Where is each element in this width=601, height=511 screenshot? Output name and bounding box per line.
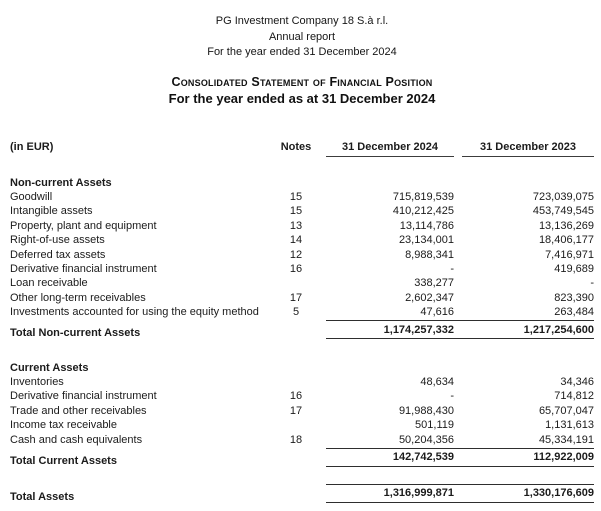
- row-label: Intangible assets: [10, 205, 93, 218]
- value-2024: 48,634: [420, 375, 454, 388]
- total-value-2024: 142,742,539: [392, 451, 454, 464]
- row-label: Property, plant and equipment: [10, 219, 157, 232]
- total-non-current-assets-row: [10, 320, 594, 339]
- value-2023: 723,039,075: [532, 191, 594, 204]
- column-header-2023: 31 December 2023: [462, 141, 594, 157]
- value-2024: 8,988,341: [405, 248, 454, 261]
- report-type: Annual report: [268, 30, 336, 43]
- value-2024: -: [450, 263, 454, 276]
- value-2024: 410,212,425: [392, 205, 454, 218]
- table-row-income-tax-receivable: [10, 418, 594, 432]
- value-2023: -: [590, 277, 594, 290]
- table-row-goodwill: [10, 190, 594, 204]
- table-row-deferred-tax-assets: [10, 247, 594, 261]
- row-note: 5: [292, 306, 300, 319]
- value-2023: 823,390: [554, 291, 594, 304]
- total-value-2023: 112,922,009: [533, 451, 594, 464]
- value-2023: 34,346: [560, 375, 594, 388]
- row-label: Right-of-use assets: [10, 234, 105, 247]
- value-2024: -: [450, 390, 454, 403]
- row-label: Loan receivable: [10, 277, 88, 290]
- value-2024: 91,988,430: [398, 404, 454, 417]
- total-value-2024: 1,316,999,871: [383, 487, 454, 500]
- value-2024: 501,119: [415, 419, 454, 432]
- value-2023: 1,131,613: [545, 419, 594, 432]
- row-label: Cash and cash equivalents: [10, 433, 143, 446]
- value-2023: 453,749,545: [532, 205, 594, 218]
- value-2023: 263,484: [554, 306, 594, 319]
- total-label: Total Current Assets: [10, 454, 117, 467]
- row-note: 12: [289, 248, 303, 261]
- currency-label: (in EUR): [10, 140, 54, 153]
- value-2023: 714,812: [554, 390, 594, 403]
- total-label: Total Non-current Assets: [10, 327, 141, 340]
- row-label: Goodwill: [10, 191, 53, 204]
- row-label: Derivative financial instrument: [10, 390, 157, 403]
- row-label: Inventories: [10, 375, 64, 388]
- value-2024: 715,819,539: [392, 191, 454, 204]
- page-header: [10, 14, 594, 61]
- table-row-derivative-financial-instrument-nc: [10, 262, 594, 276]
- statement-subtitle: For the year ended as at 31 December 2024: [168, 90, 436, 106]
- row-label: Other long-term receivables: [10, 291, 146, 304]
- value-2024: 13,114,786: [399, 219, 454, 232]
- table-row-other-long-term-receivables: [10, 291, 594, 305]
- value-2024: 47,616: [420, 306, 454, 319]
- title-block: [10, 74, 594, 108]
- row-label: Trade and other receivables: [10, 404, 147, 417]
- table-row-property-plant-equipment: [10, 219, 594, 233]
- value-2023: 18,406,177: [538, 234, 594, 247]
- row-note: 14: [289, 234, 303, 247]
- table-row-intangible-assets: [10, 204, 594, 218]
- value-2024: 2,602,347: [405, 291, 454, 304]
- row-label: Derivative financial instrument: [10, 263, 157, 276]
- section-header-non-current-assets: Non-current Assets: [10, 176, 112, 189]
- total-value-2023: 1,330,176,609: [523, 487, 594, 500]
- value-2024: 338,277: [414, 277, 454, 290]
- row-label: Income tax receivable: [10, 419, 117, 432]
- table-row-right-of-use-assets: [10, 233, 594, 247]
- table-header-row: [10, 141, 594, 157]
- section-header-current-assets: Current Assets: [10, 361, 89, 374]
- value-2024: 50,204,356: [398, 433, 454, 446]
- total-value-2024: 1,174,257,332: [383, 323, 454, 336]
- row-note: 15: [289, 205, 303, 218]
- total-assets-row: [10, 484, 594, 503]
- report-period: For the year ended 31 December 2024: [207, 46, 397, 58]
- table-row-loan-receivable: [10, 276, 594, 290]
- table-row-investments-equity-method: [10, 305, 594, 319]
- column-header-notes: Notes: [280, 140, 312, 153]
- table-row-inventories: [10, 375, 594, 389]
- table-row-cash-and-cash-equivalents: [10, 432, 594, 446]
- value-2023: 7,416,971: [545, 248, 594, 261]
- row-note: 17: [289, 404, 303, 417]
- value-2023: 13,136,269: [538, 219, 594, 232]
- total-label: Total Assets: [10, 490, 75, 503]
- value-2023: 419,689: [554, 263, 594, 276]
- total-value-2023: 1,217,254,600: [523, 323, 594, 336]
- row-note: 16: [289, 390, 303, 403]
- total-current-assets-row: [10, 448, 594, 467]
- row-note: 15: [289, 191, 303, 204]
- value-2023: 45,334,191: [538, 433, 594, 446]
- row-note: 16: [289, 263, 303, 276]
- value-2024: 23,134,001: [398, 234, 454, 247]
- row-note: 17: [289, 291, 303, 304]
- row-note: 13: [289, 219, 303, 232]
- table-row-derivative-financial-instrument-c: [10, 389, 594, 403]
- row-label: Investments accounted for using the equity method: [10, 306, 259, 319]
- table-row-trade-and-other-receivables: [10, 404, 594, 418]
- company-name: PG Investment Company 18 S.à r.l.: [215, 15, 389, 27]
- column-header-2024: 31 December 2024: [326, 141, 454, 157]
- row-note: 18: [289, 433, 303, 446]
- statement-title: Consolidated Statement of Financial Position: [171, 74, 433, 89]
- value-2023: 65,707,047: [538, 404, 594, 417]
- row-label: Deferred tax assets: [10, 248, 106, 261]
